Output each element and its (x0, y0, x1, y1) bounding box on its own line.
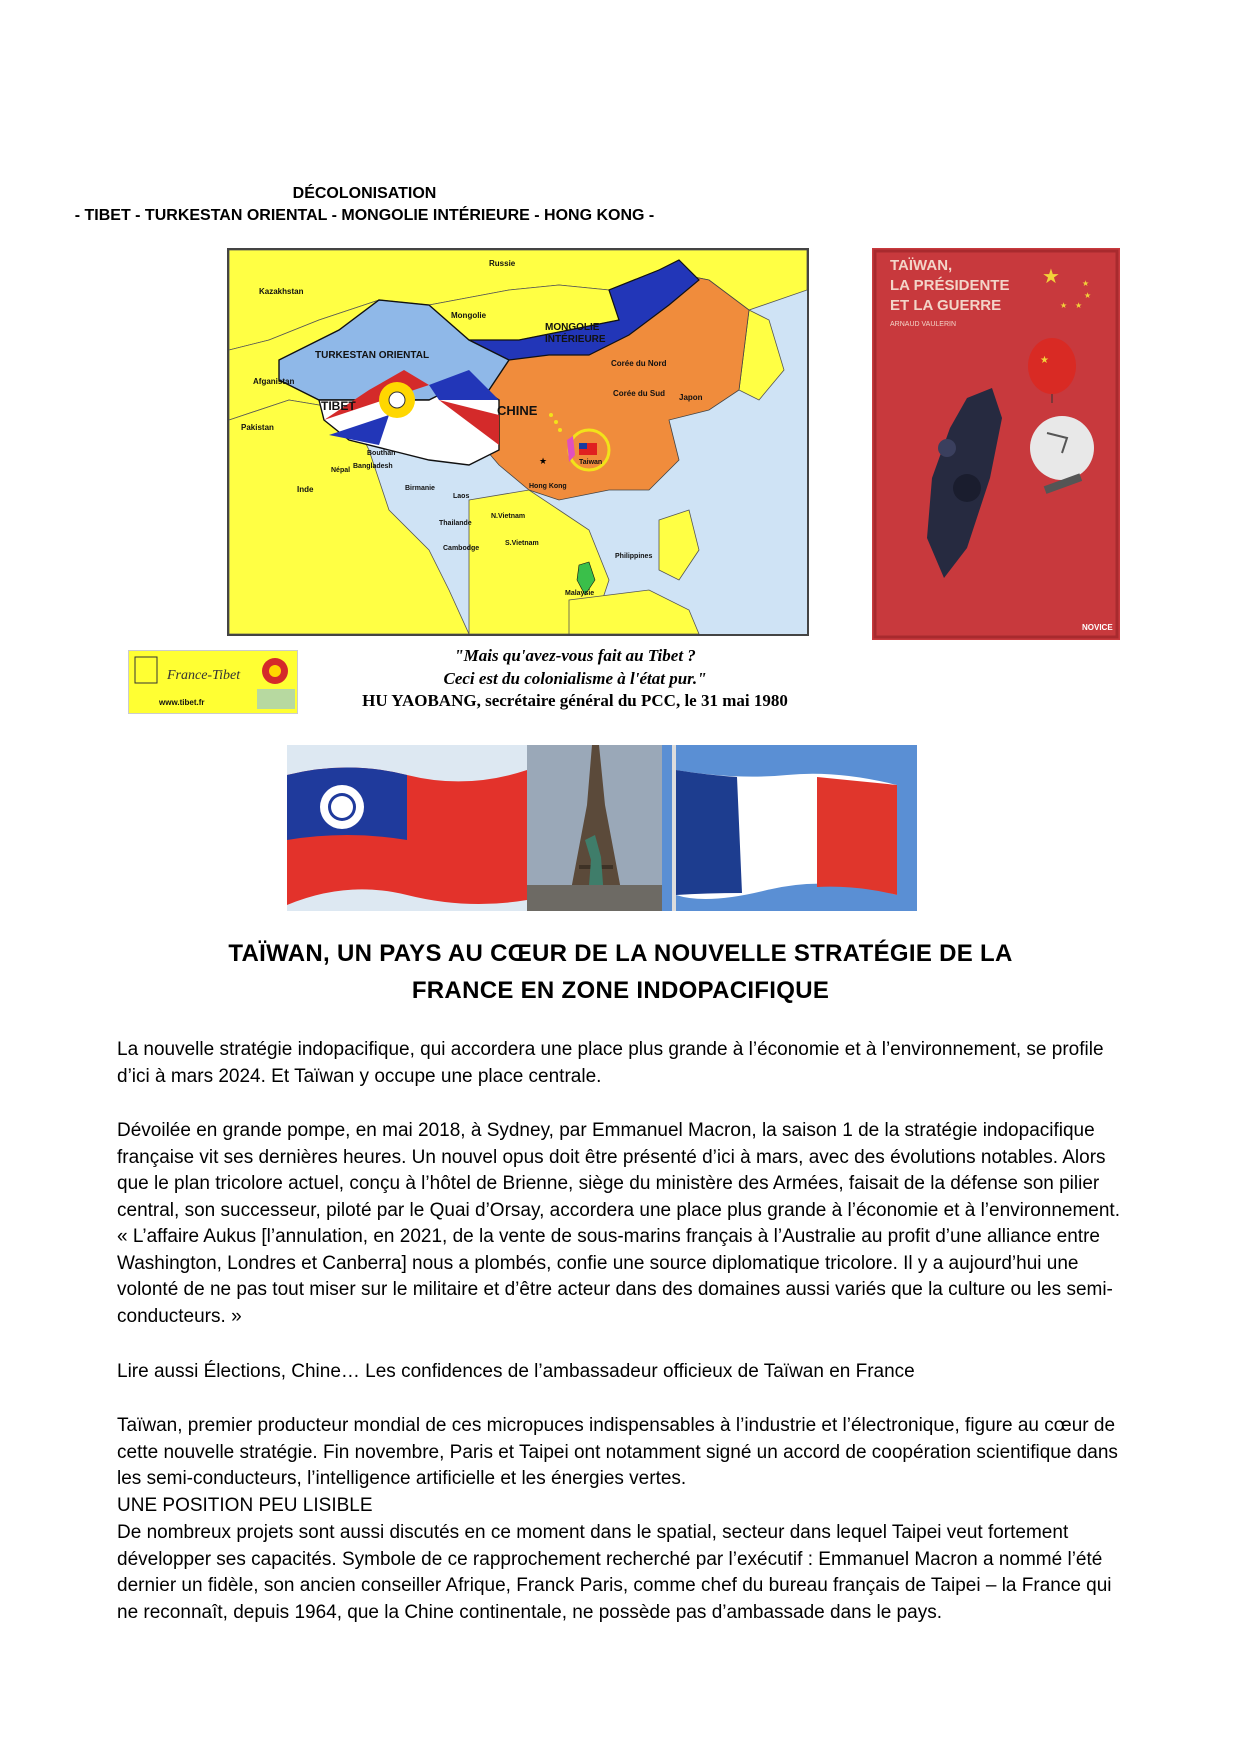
logo-url: www.tibet.fr (159, 698, 205, 707)
paragraph: Dévoilée en grande pompe, en mai 2018, à Sydney, par Emmanuel Macron, la saison 1 de la stratégie indopacifique française vit ses dernières heures. Un nouvel opus doit être présenté d’ici à mars, avec des évolutions notables. Alors que le plan tricolore actuel, conçu à l’hôtel de Brienne, siège du ministère des Armées, faisait de la défense son pilier central, son successeur, piloté par le Quai d’Orsay, accordera une place plus grande à l’économie et à l’environnement. « L’affaire Aukus [l’annulation, en 2021, de la vente de sous-marins français à l’Australie au profit d’une alliance entre Washington, Londres et Canberra] nous a plombés, confie une source diplomatique tricolore. Il y a aujourd’hui une volonté de ne pas tout miser sur le militaire et d’être acteur dans des domaines aussi variés que la culture ou les semi-conducteurs. » (117, 1120, 1120, 1327)
map-label-pakistan: Pakistan (241, 423, 274, 432)
book-title-line1: TAÏWAN, (890, 257, 953, 274)
map-label-russie: Russie (489, 259, 516, 268)
map-label-laos: Laos (453, 493, 470, 500)
map-label-coree-sud: Corée du Sud (613, 389, 666, 398)
map-label-thailande: Thailande (439, 520, 472, 527)
map-label-philippines: Philippines (615, 553, 653, 560)
map-label-tibet: TIBET (321, 399, 356, 413)
svg-text:★: ★ (1075, 301, 1083, 310)
map-label-coree-nord: Corée du Nord (611, 359, 667, 368)
svg-text:★: ★ (1060, 301, 1068, 310)
page-subtitle: - TIBET - TURKESTAN ORIENTAL - MONGOLIE INTÉRIEURE - HONG KONG - (74, 207, 655, 224)
svg-text:★: ★ (1084, 291, 1092, 300)
map-label-mongolie-interieure-1: MONGOLIE (545, 322, 600, 333)
map-label-birmanie: Birmanie (405, 485, 435, 492)
quote-line2: Ceci est du colonialisme à l'état pur." (443, 669, 707, 688)
logo-name: France-Tibet (167, 668, 241, 683)
map-label-mongolie: Mongolie (451, 311, 487, 320)
map-label-kazakhstan: Kazakhstan (259, 287, 304, 296)
section-heading: UNE POSITION PEU LISIBLE (117, 1495, 373, 1516)
map-label-mongolie-interieure-2: INTÉRIEURE (545, 334, 606, 345)
flags-banner (287, 745, 917, 911)
surveillance-balloon-icon (1030, 416, 1094, 480)
france-tibet-logo (128, 650, 298, 714)
map-label-chine: CHINE (497, 403, 538, 418)
decolonisation-map (227, 248, 809, 636)
map-label-nepal: Népal (331, 467, 351, 474)
book-publisher: NOVICE (1082, 623, 1113, 632)
book-author: ARNAUD VAULERIN (890, 321, 956, 328)
map-label-turkestan: TURKESTAN ORIENTAL (315, 350, 430, 361)
map-label-svietnam: S.Vietnam (505, 540, 539, 547)
map-label-inde: Inde (297, 485, 314, 494)
svg-text:★: ★ (1040, 355, 1049, 366)
book-cover (872, 248, 1120, 640)
map-label-cambodge: Cambodge (443, 545, 480, 552)
map-label-bouthan: Bouthan (367, 450, 396, 457)
svg-text:★: ★ (539, 456, 548, 466)
map-label-nvietnam: N.Vietnam (491, 513, 526, 520)
map-label-malaysie: Malaysie (565, 590, 595, 597)
paragraph: La nouvelle stratégie indopacifique, qui accordera une place plus grande à l’économie et à l’environnement, se profile d’ici à mars 2024. Et Taïwan y occupe une place centrale. (117, 1039, 1104, 1087)
book-title-line3: ET LA GUERRE (890, 297, 1002, 314)
map-label-afganistan: Afganistan (253, 377, 295, 386)
headline-line2: FRANCE EN ZONE INDOPACIFIQUE (411, 977, 830, 1004)
star-icon: ★ (1042, 266, 1060, 288)
quote-line1: "Mais qu'avez-vous fait au Tibet ? (454, 646, 696, 665)
paragraph: Taïwan, premier producteur mondial de ces micropuces indispensables à l’industrie et l’électronique, figure au cœur de cette nouvelle stratégie. Fin novembre, Paris et Taipei ont notamment signé un accord de coopération scientifique dans les semi-conducteurs, l’intelligence artificielle et les énergies vertes. (117, 1415, 1118, 1489)
article-headline (150, 935, 1091, 1009)
page-title: DÉCOLONISATION (292, 185, 437, 202)
book-title-line2: LA PRÉSIDENTE (890, 277, 1010, 294)
paragraph: De nombreux projets sont aussi discutés en ce moment dans le spatial, secteur dans lequel Taipei veut fortement développer ses capacités. Symbole de ce rapprochement recherché par l’exécutif : Emmanuel Macron a nommé l’été dernier un fidèle, son ancien conseiller Afrique, Franck Paris, comme chef du bureau français de Taipei – la France qui ne reconnaît, depuis 1964, que la Chine continentale, ne possède pas d’ambassade dans le pays. (117, 1522, 1112, 1623)
svg-text:★: ★ (1082, 279, 1090, 288)
quote-attribution: HU YAOBANG, secrétaire général du PCC, le 31 mai 1980 (362, 691, 788, 710)
read-also-link[interactable]: Lire aussi Élections, Chine… Les confidences de l’ambassadeur officieux de Taïwan en France (117, 1361, 915, 1382)
balloon-icon (1028, 338, 1076, 394)
headline-line1: TAÏWAN, UN PAYS AU CŒUR DE LA NOUVELLE STRATÉGIE DE LA (228, 940, 1013, 967)
map-label-bangladesh: Bangladesh (353, 463, 393, 470)
map-label-taiwan: Taiwan (579, 459, 603, 466)
map-label-hong-kong: Hong Kong (529, 483, 567, 490)
map-label-japon: Japon (679, 393, 703, 402)
